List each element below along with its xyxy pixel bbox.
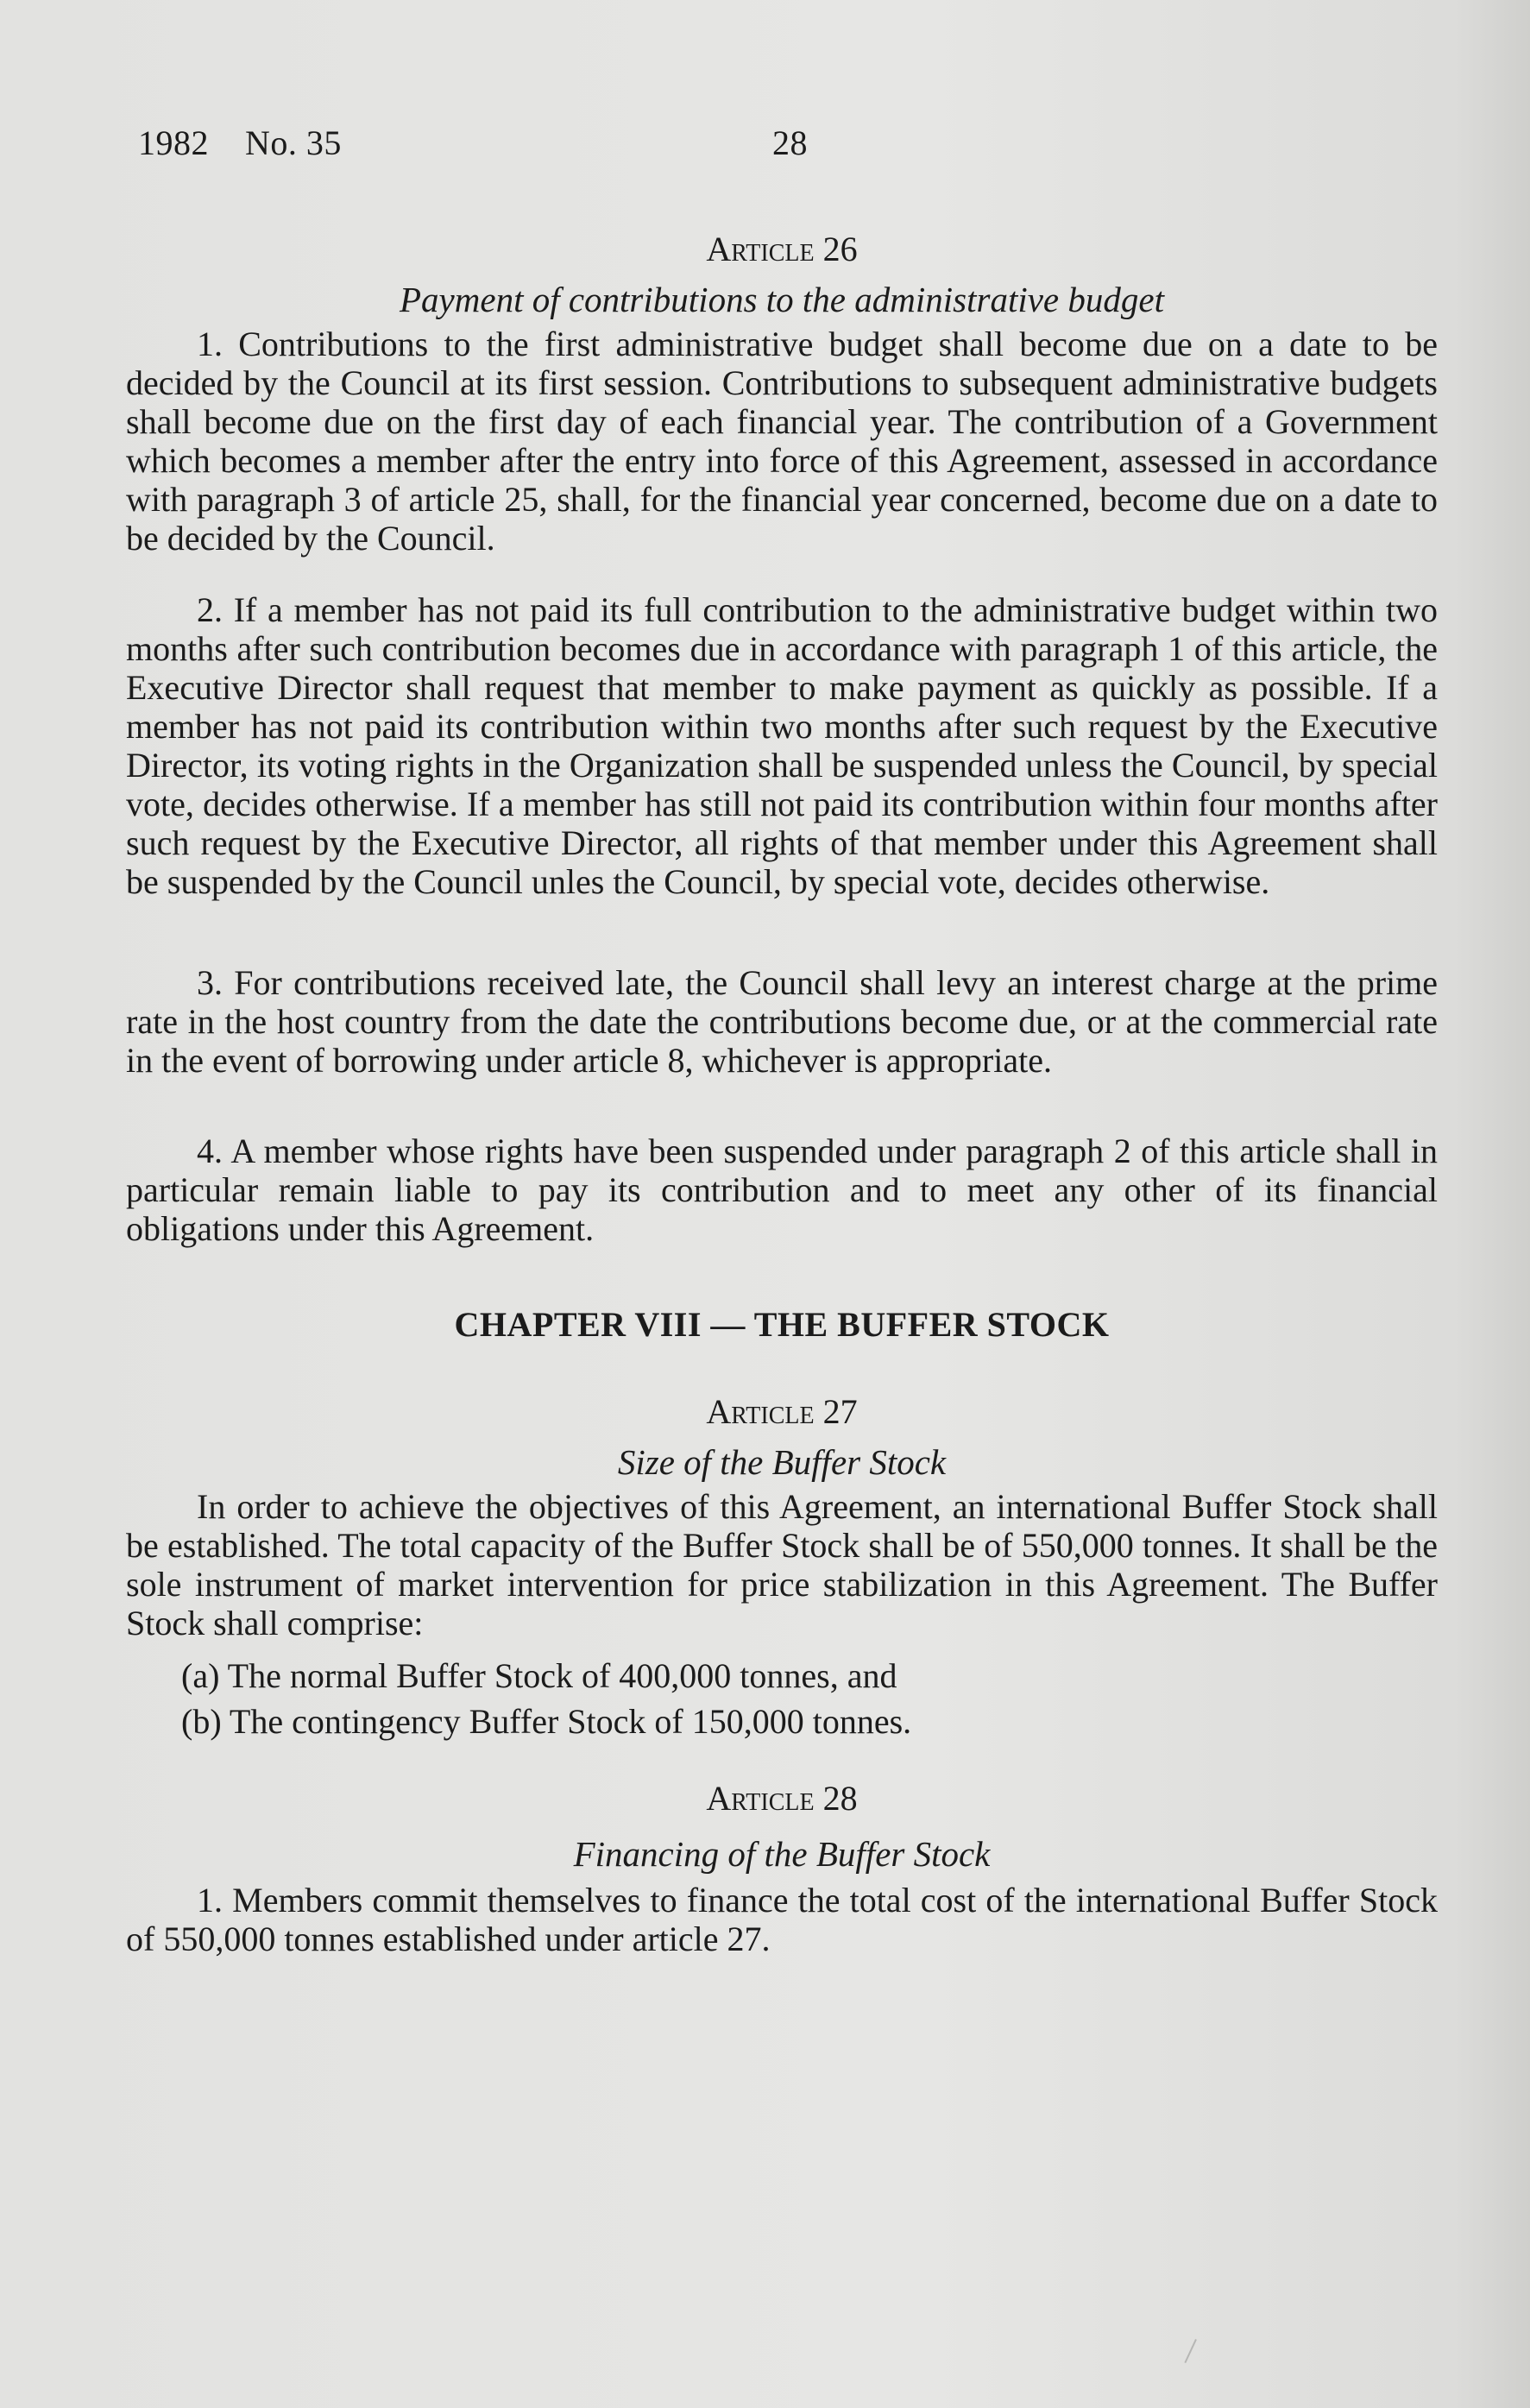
chapter-8-heading: CHAPTER VIII — THE BUFFER STOCK	[454, 1305, 1110, 1344]
article-27-paragraph: In order to achieve the objectives of this Agreement, an international Buffer Stock shall be established. The total capacity of the Buffer Stock shall be of 550,000 tonnes. It shall be the sole instrument of market intervention for price stabilization in this Agreement. The Buffer Stock shall comprise:	[126, 1487, 1438, 1642]
article-26-heading: Article 26	[706, 230, 858, 268]
article-27-heading: Article 27	[706, 1392, 858, 1431]
article-27-subheading: Size of the Buffer Stock	[617, 1442, 947, 1482]
article-26	[126, 230, 1438, 1248]
publication-reference: 1982 No. 35	[138, 123, 342, 162]
article-28-heading: Article 28	[706, 1779, 858, 1818]
page-number: 28	[772, 123, 808, 162]
article-26-paragraph-1: 1. Contributions to the first administrative budget shall become due on a date to be decided by the Council at its first session. Contributions to subsequent administrative budgets shall become due on the first day of each financial year. The contribution of a Government which becomes a member after the entry into force of this Agreement, assessed in accordance with paragraph 3 of article 25, shall, for the financial year concerned, become due on a date to be decided by the Council.	[126, 325, 1438, 558]
document-body	[126, 230, 1438, 1958]
article-26-subheading: Payment of contributions to the administrative budget	[400, 280, 1164, 319]
article-26-paragraph-2: 2. If a member has not paid its full contribution to the administrative budget within two months after such contribution becomes due in accordance with paragraph 1 of this article, the Executive Director shall request that member to make payment as quickly as possible. If a member has not paid its contribution within two months after such request by the Executive Director, its voting rights in the Organization shall be suspended unless the Council, by special vote, decides otherwise. If a member has still not paid its contribution within four months after such request by the Executive Director, all rights of that member under this Agreement shall be suspended by the Council unles the Council, by special vote, decides otherwise.	[126, 590, 1438, 901]
pencil-mark	[1184, 2339, 1207, 2368]
article-27-item-a: (a) The normal Buffer Stock of 400,000 tonnes, and	[181, 1656, 897, 1695]
article-26-paragraph-4: 4. A member whose rights have been suspended under paragraph 2 of this article shall in particular remain liable to pay its contribution and to meet any other of its financial obligations under this Agreement.	[126, 1132, 1438, 1248]
article-28	[126, 1779, 1438, 1958]
article-26-paragraph-3: 3. For contributions received late, the Council shall levy an interest charge at the prime rate in the host country from the date the contributions become due, or at the commercial rate in the event of borrowing under article 8, whichever is appropriate.	[126, 963, 1438, 1080]
article-27-item-b: (b) The contingency Buffer Stock of 150,000 tonnes.	[181, 1702, 912, 1741]
article-28-paragraph-1: 1. Members commit themselves to finance the total cost of the international Buffer Stock of 550,000 tonnes established under article 27.	[126, 1881, 1438, 1958]
page-header	[138, 123, 808, 163]
article-27	[126, 1392, 1438, 1741]
article-28-subheading: Financing of the Buffer Stock	[573, 1834, 991, 1874]
